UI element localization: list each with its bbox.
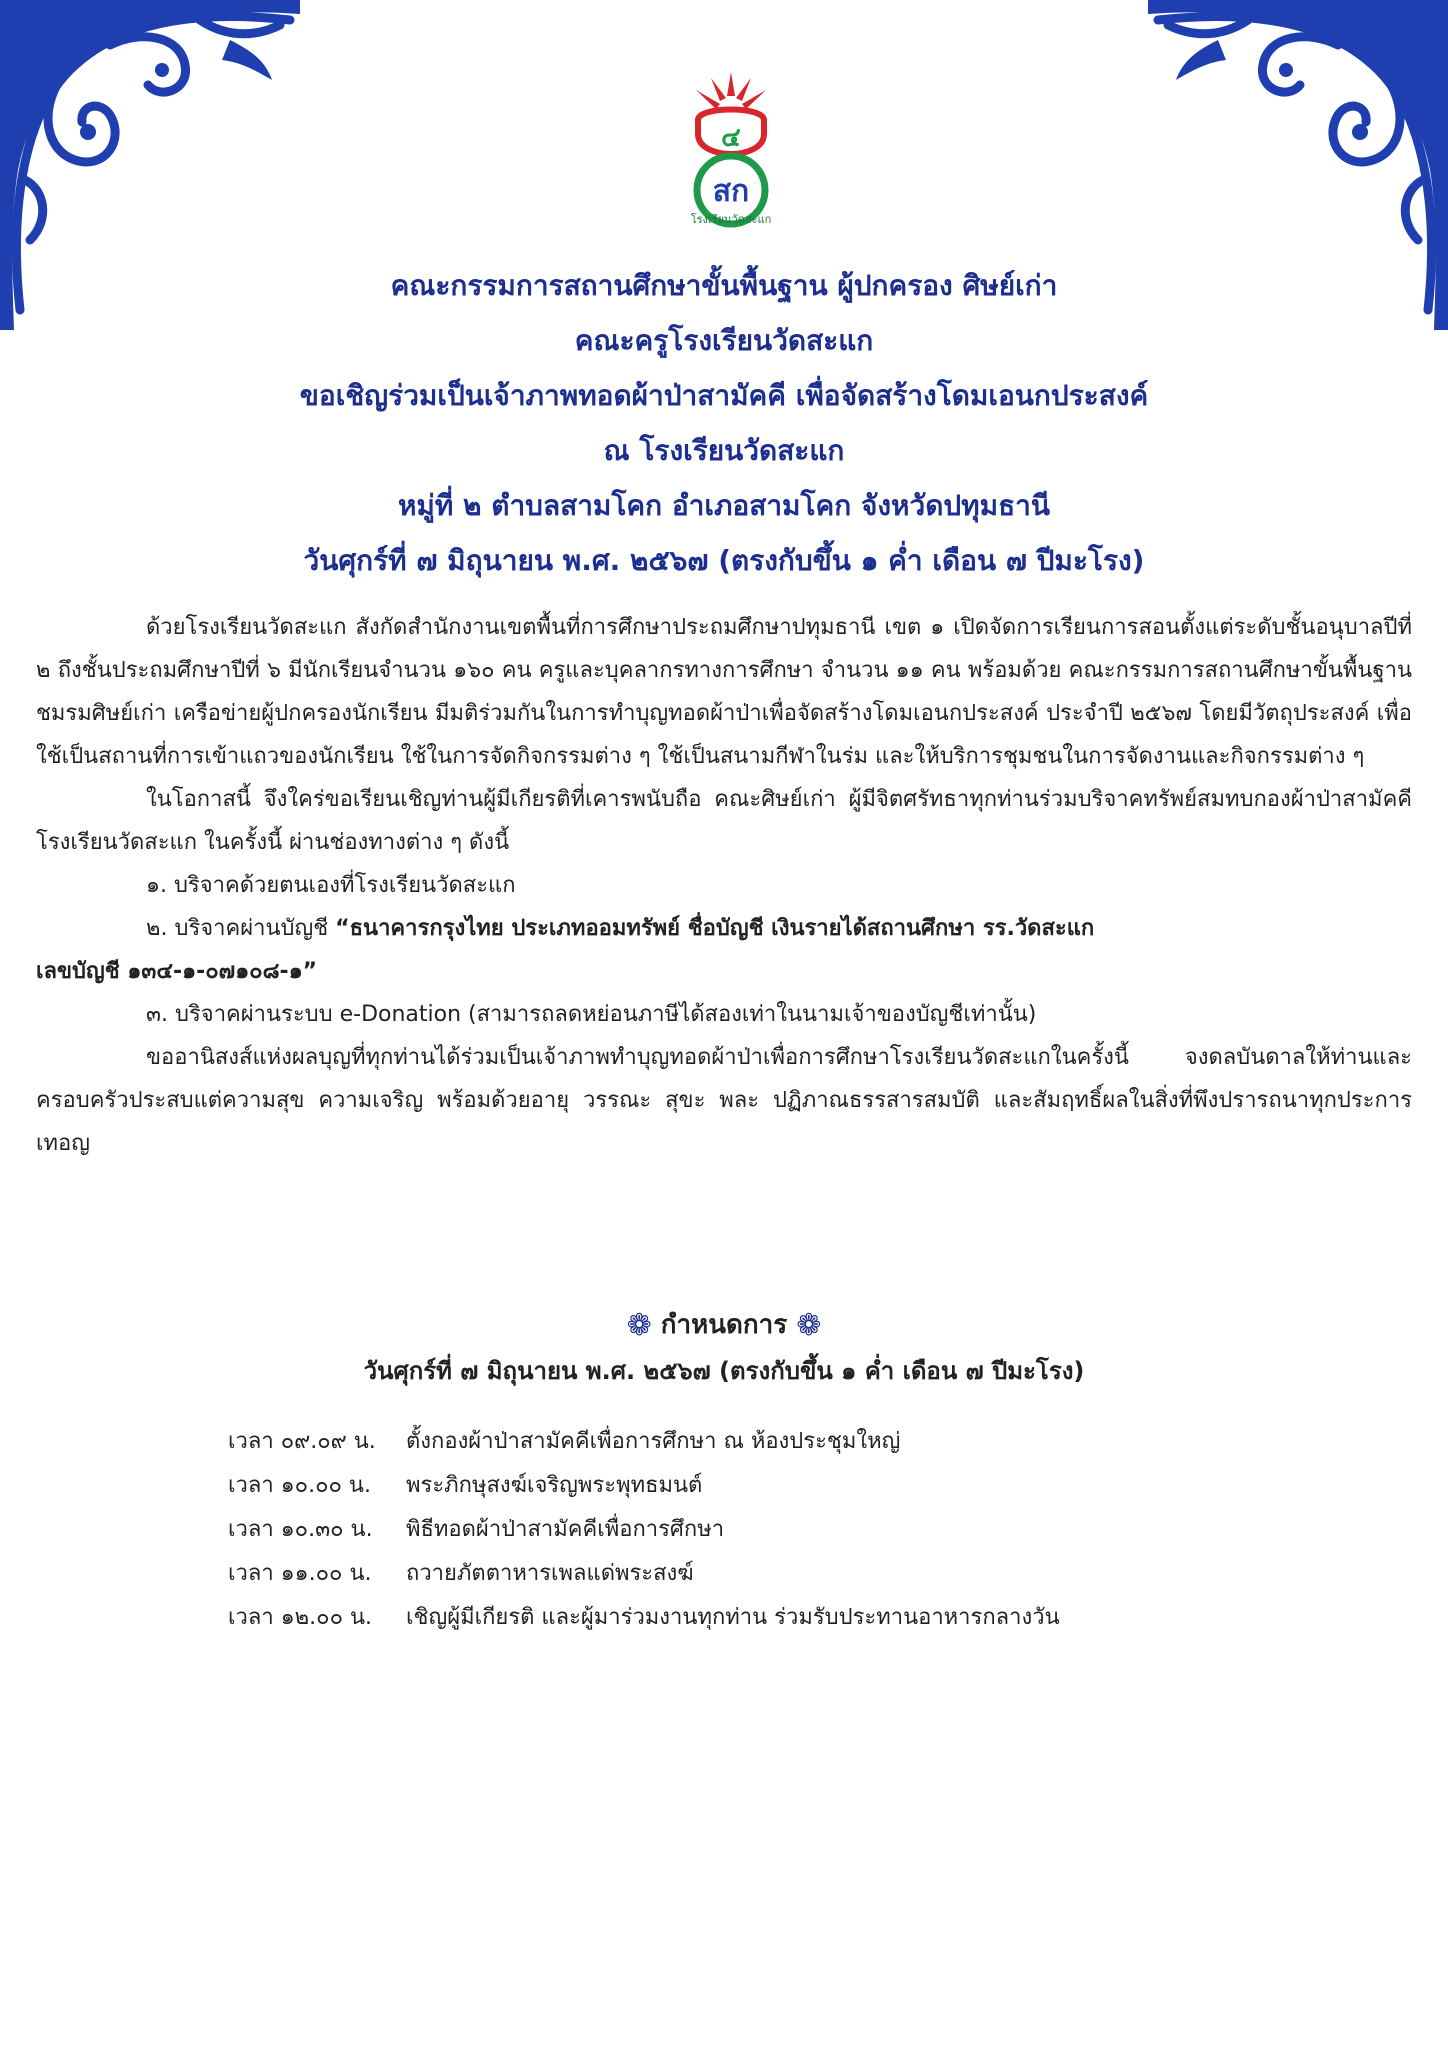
header-line-5: หมู่ที่ ๒ ตำบลสามโคก อำเภอสามโคก จังหวัดปทุมธานี: [397, 489, 1051, 522]
schedule-item: [228, 1596, 1328, 1640]
header-line-6: วันศุกร์ที่ ๗ มิถุนายน พ.ศ. ๒๕๖๗ (ตรงกับขึ้น ๑ ค่ำ เดือน ๗ ปีมะโรง): [303, 544, 1145, 577]
schedule-desc: ตั้งกองผ้าป่าสามัคคีเพื่อการศึกษา ณ ห้องประชุมใหญ่: [406, 1429, 901, 1454]
header-line-2: คณะครูโรงเรียนวัดสะแก: [574, 324, 874, 357]
donation-option-3: ๓. บริจาคผ่านระบบ e-Donation (สามารถลดหย่อนภาษีได้สองเท่าในนามเจ้าของบัญชีเท่านั้น): [146, 1002, 1037, 1027]
header-line-1: คณะกรรมการสถานศึกษาขั้นพื้นฐาน ผู้ปกครอง ศิษย์เก่า: [390, 269, 1058, 302]
schedule-desc: ถวายภัตตาหารเพลแด่พระสงฆ์: [406, 1561, 694, 1586]
bank-account-name: “ธนาคารกรุงไทย ประเภทออมทรัพย์ ชื่อบัญชี เงินรายได้สถานศึกษา รร.วัดสะแก: [335, 916, 1095, 941]
logo-caption: โรงเรียนวัดสะแก: [690, 213, 772, 226]
invitation-body: [36, 606, 1412, 1165]
donation-option-1: ๑. บริจาคด้วยตนเองที่โรงเรียนวัดสะแก: [146, 873, 516, 898]
header-line-3: ขอเชิญร่วมเป็นเจ้าภาพทอดผ้าป่าสามัคคี เพื่อจัดสร้างโดมเอนกประสงค์: [299, 379, 1149, 412]
schedule-time: เวลา ๑๑.๐๐ น.: [228, 1561, 372, 1586]
schedule-time: เวลา ๐๙.๐๙ น.: [228, 1429, 376, 1454]
schedule-title: [0, 1300, 1448, 1350]
header-line-4: ณ โรงเรียนวัดสะแก: [603, 434, 845, 467]
svg-text:๔: ๔: [721, 123, 741, 153]
bank-account-number: เลขบัญชี ๑๓๔-๑-๐๗๑๐๘-๑”: [36, 959, 318, 984]
schedule-title-text: กำหนดการ: [660, 1310, 788, 1340]
donation-option-2: [36, 907, 1412, 950]
schedule-section: [0, 1300, 1448, 1630]
schedule-time: เวลา ๑๒.๐๐ น.: [228, 1605, 373, 1630]
invitation-header: [0, 258, 1448, 588]
flower-icon: ❁: [626, 1307, 652, 1343]
schedule-item: [228, 1552, 1328, 1596]
schedule-desc: พระภิกษุสงฆ์เจริญพระพุทธมนต์: [406, 1473, 703, 1498]
schedule-date: วันศุกร์ที่ ๗ มิถุนายน พ.ศ. ๒๕๖๗ (ตรงกับขึ้น ๑ ค่ำ เดือน ๗ ปีมะโรง): [363, 1357, 1085, 1385]
paragraph-blessing: ขออานิสงส์แห่งผลบุญที่ทุกท่านได้ร่วมเป็นเจ้าภาพทำบุญทอดผ้าป่าเพื่อการศึกษาโรงเรียนวัดสะแกในครั้งนี้ จงดลบันดาลให้ท่านและครอบครัวประสบแต่ความสุข ความเจริญ พร้อมด้วยอายุ วรรณะ สุขะ พละ ปฏิภาณธรรสารสมบัติ และสัมฤทธิ์ผลในสิ่งที่พึงปรารถนาทุกประการเทอญ: [36, 1045, 1412, 1156]
donation-option-2-prefix: ๒. บริจาคผ่านบัญชี: [146, 916, 336, 941]
paragraph-invitation: ในโอกาสนี้ จึงใคร่ขอเรียนเชิญท่านผู้มีเกียรติที่เคารพนับถือ คณะศิษย์เก่า ผู้มีจิตศรัทธาทุกท่านร่วมบริจาคทรัพย์สมทบกองผ้าป่าสามัคคีโรงเรียนวัดสะแก ในครั้งนี้ ผ่านช่องทางต่าง ๆ ดังนี้: [36, 787, 1412, 855]
schedule-list: [228, 1420, 1328, 1640]
flower-icon: ❁: [796, 1307, 822, 1343]
schedule-desc: พิธีทอดผ้าป่าสามัคคีเพื่อการศึกษา: [406, 1517, 725, 1542]
schedule-time: เวลา ๑๐.๓๐ น.: [228, 1517, 373, 1542]
schedule-desc: เชิญผู้มีเกียรติ และผู้มาร่วมงานทุกท่าน ร่วมรับประทานอาหารกลางวัน: [406, 1605, 1060, 1630]
paragraph-intro: ด้วยโรงเรียนวัดสะแก สังกัดสำนักงานเขตพื้นที่การศึกษาประถมศึกษาปทุมธานี เขต ๑ เปิดจัดการเรียนการสอนตั้งแต่ระดับชั้นอนุบาลปีที่ ๒ ถึงชั้นประถมศึกษาปีที่ ๖ มีนักเรียนจำนวน ๑๖๐ คน ครูและบุคลากรทางการศึกษา จำนวน ๑๑ คน พร้อมด้วย คณะกรรมการสถานศึกษาขั้นพื้นฐาน ชมรมศิษย์เก่า เครือข่ายผู้ปกครองนักเรียน มีมติร่วมกันในการทำบุญทอดผ้าป่าเพื่อจัดสร้างโดมเอนกประสงค์ ประจำปี ๒๕๖๗ โดยมีวัตถุประสงค์ เพื่อใช้เป็นสถานที่การเข้าแถวของนักเรียน ใช้ในการจัดกิจกรรมต่าง ๆ ใช้เป็นสนามกีฬาในร่ม และให้บริการชุมชนในการจัดงานและกิจกรรมต่าง ๆ: [36, 615, 1412, 769]
schedule-item: [228, 1420, 1328, 1464]
svg-text:สก: สก: [712, 174, 750, 209]
schedule-time: เวลา ๑๐.๐๐ น.: [228, 1473, 371, 1498]
schedule-item: [228, 1508, 1328, 1552]
schedule-item: [228, 1464, 1328, 1508]
